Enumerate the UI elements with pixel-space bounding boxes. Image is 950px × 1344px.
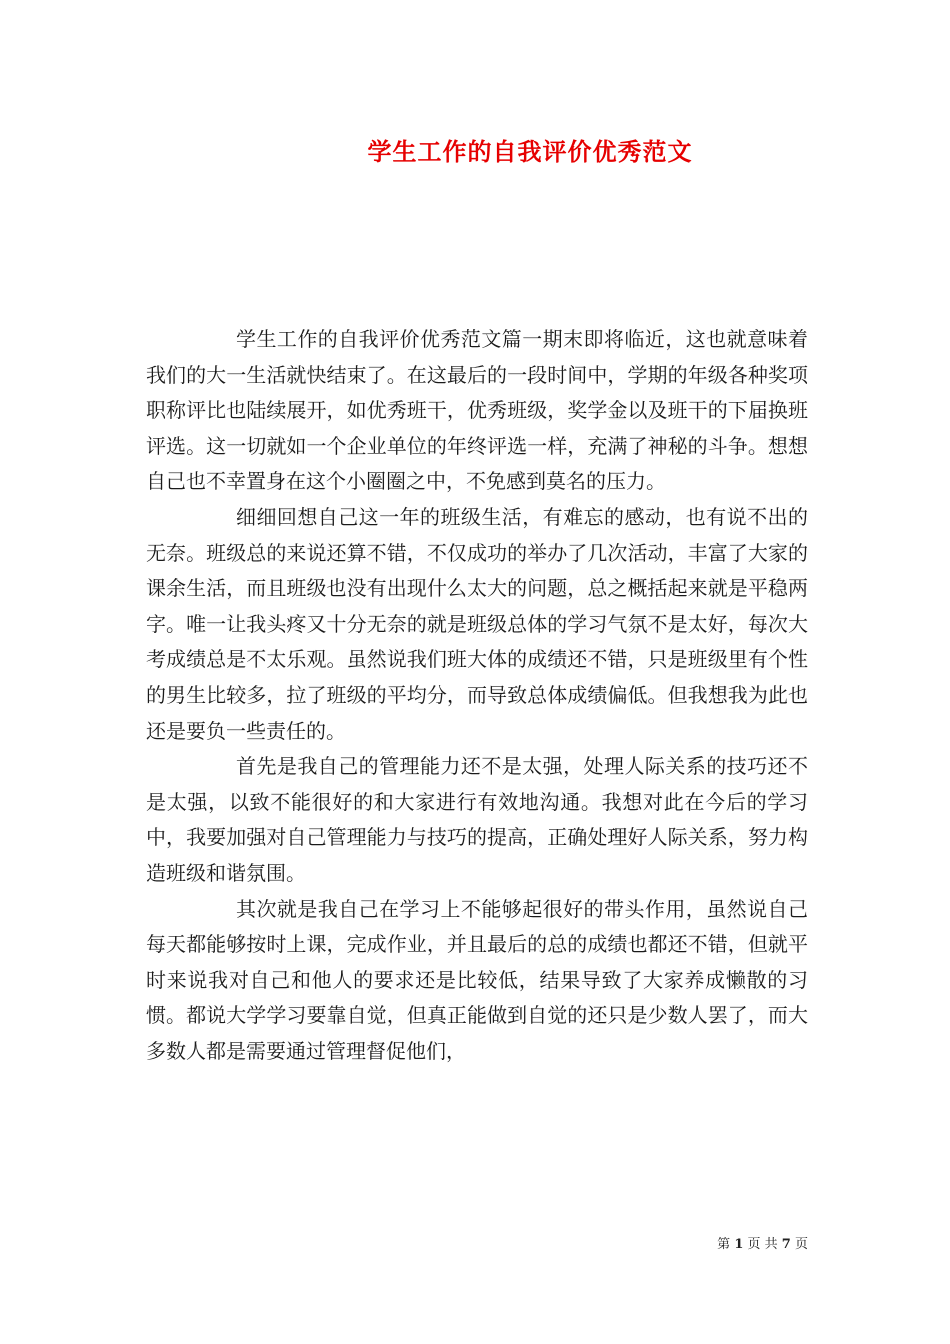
- paragraph-1: 学生工作的自我评价优秀范文篇一期末即将临近，这也就意味着我们的大一生活就快结束了。在这最后的一段时间中，学期的年级各种奖项职称评比也陆续展开，如优秀班干，优秀班级，奖学金以及班干的下届换班评选。这一切就如一个企业单位的年终评选一样，充满了神秘的斗争。想想自己也不幸置身在这个小圈圈之中，不免感到莫名的压力。: [146, 327, 808, 494]
- paragraph-4: 其次就是我自己在学习上不能够起很好的带头作用，虽然说自己每天都能够按时上课，完成作业，并且最后的总的成绩也都还不错，但就平时来说我对自己和他人的要求还是比较低，结果导致了大家养成懒散的习惯。都说大学学习要靠自觉，但真正能做到自觉的还只是少数人罢了，而大多数人都是需要通过管理督促他们，: [146, 896, 808, 1063]
- document-body: [146, 322, 808, 1069]
- footer-current-page: 1: [734, 1237, 744, 1252]
- footer-suffix: 页: [794, 1237, 808, 1252]
- document-title: 学生工作的自我评价优秀范文: [367, 137, 693, 166]
- footer-middle: 页 共: [747, 1237, 778, 1252]
- footer-prefix: 第: [717, 1237, 731, 1252]
- footer-total-pages: 7: [781, 1237, 791, 1252]
- page-footer: [0, 1233, 808, 1252]
- paragraph-2: 细细回想自己这一年的班级生活，有难忘的感动，也有说不出的无奈。班级总的来说还算不错，不仅成功的举办了几次活动，丰富了大家的课余生活，而且班级也没有出现什么太大的问题，总之概括起来就是平稳两字。唯一让我头疼又十分无奈的就是班级总体的学习气氛不是太好，每次大考成绩总是不太乐观。虽然说我们班大体的成绩还不错，只是班级里有个性的男生比较多，拉了班级的平均分，而导致总体成绩偏低。但我想我为此也还是要负一些责任的。: [146, 504, 808, 743]
- paragraph-3: 首先是我自己的管理能力还不是太强，处理人际关系的技巧还不是太强，以致不能很好的和大家进行有效地沟通。我想对此在今后的学习中，我要加强对自己管理能力与技巧的提高，正确处理好人际关系，努力构造班级和谐氛围。: [146, 754, 808, 885]
